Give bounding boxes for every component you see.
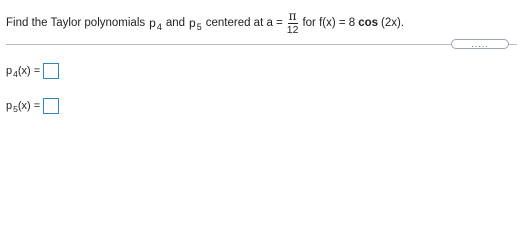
answer-row-p5 bbox=[6, 98, 59, 114]
p5-subscript: 5 bbox=[13, 104, 18, 114]
p5-subscript: 5 bbox=[196, 21, 202, 32]
p4-answer-input[interactable] bbox=[43, 63, 59, 79]
p5-answer-input[interactable] bbox=[43, 98, 59, 114]
answer-row-p4 bbox=[6, 63, 59, 79]
p4-symbol bbox=[149, 16, 162, 30]
p-letter: p bbox=[6, 100, 13, 112]
question-prefix: Find the Taylor polynomials bbox=[6, 16, 146, 29]
p4-label bbox=[6, 65, 40, 77]
function-suffix: (2x). bbox=[381, 16, 405, 29]
p4-subscript: 4 bbox=[156, 21, 162, 32]
p-letter: p bbox=[189, 15, 196, 30]
expand-more-button[interactable]: ..... bbox=[451, 39, 509, 49]
center-fraction bbox=[287, 11, 299, 36]
and-word: and bbox=[165, 16, 186, 29]
centered-text: centered at a = bbox=[205, 16, 283, 29]
fraction-numerator: π bbox=[288, 9, 297, 23]
label-tail: (x) = bbox=[17, 100, 41, 112]
p-letter: p bbox=[6, 65, 13, 77]
question-text bbox=[6, 10, 404, 35]
p5-label bbox=[6, 100, 40, 112]
function-prefix: for f(x) = 8 bbox=[302, 16, 356, 29]
cos-text: cos bbox=[358, 16, 379, 29]
p-letter: p bbox=[149, 15, 156, 30]
p5-symbol bbox=[189, 16, 202, 30]
label-tail: (x) = bbox=[17, 65, 41, 77]
p4-subscript: 4 bbox=[13, 69, 18, 79]
fraction-denominator: 12 bbox=[286, 24, 299, 36]
divider bbox=[6, 44, 517, 45]
